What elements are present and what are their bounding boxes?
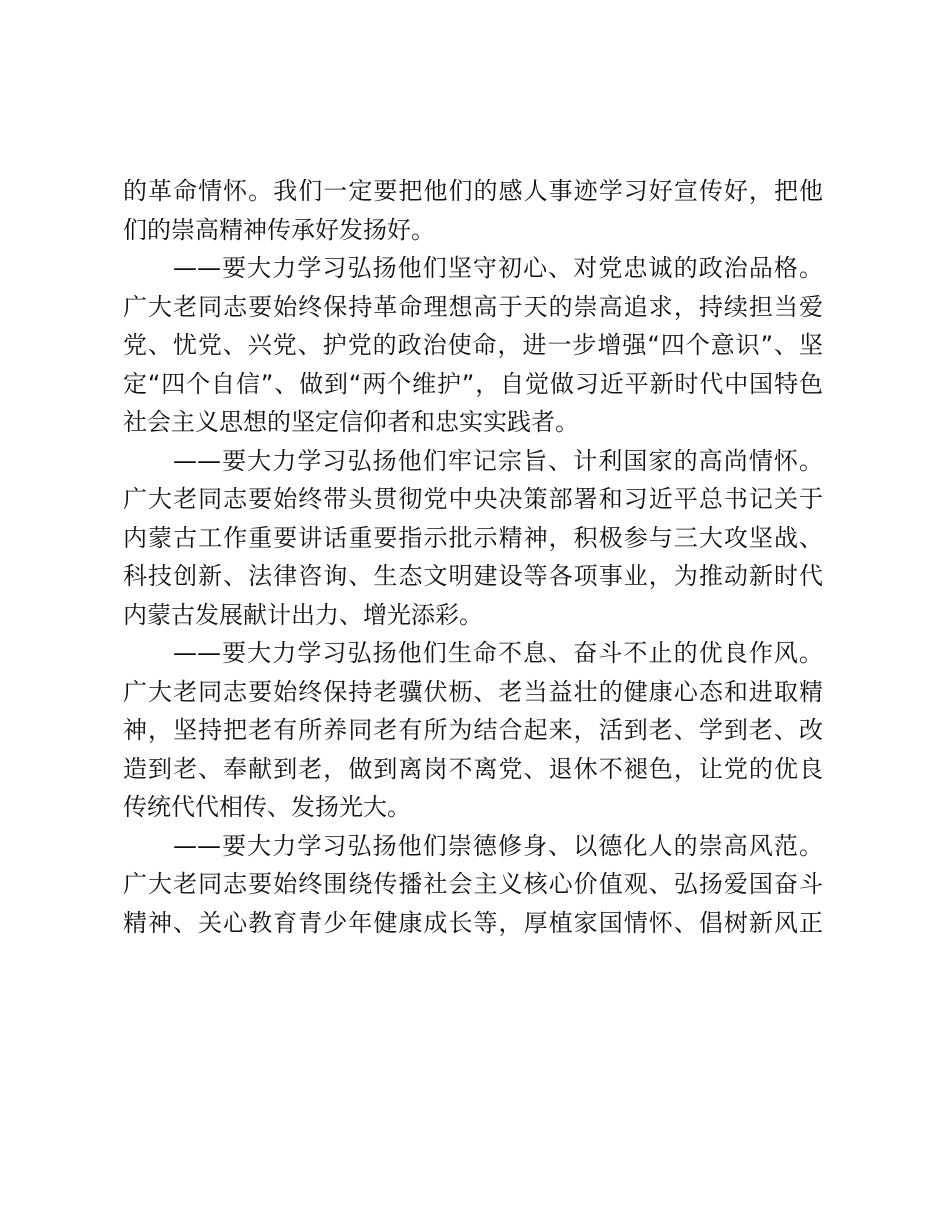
text-line: 广大老同志要始终保持老骥伏枥、老当益壮的健康心态和进取精: [123, 677, 823, 706]
text-line: 造到老、奉献到老，做到离岗不离党、退休不褪色，让党的优良: [123, 754, 823, 783]
text-line: 传统代代相传、发扬光大。: [123, 793, 411, 821]
paragraph-heading-line: ——要大力学习弘扬他们坚守初心、对党忠诚的政治品格。: [173, 254, 823, 282]
text-line: 广大老同志要始终围绕传播社会主义核心价值观、弘扬爱国奋斗: [123, 870, 823, 898]
text-line: 神，坚持把老有所养同老有所为结合起来，活到老、学到老、改: [123, 716, 823, 744]
text-line: 内蒙古发展献计出力、增光添彩。: [123, 600, 483, 629]
paragraph-heading-line: ——要大力学习弘扬他们崇德修身、以德化人的崇高风范。: [173, 831, 823, 860]
text-line: 广大老同志要始终带头贯彻党中央决策部署和习近平总书记关于: [123, 485, 823, 513]
document-body: [123, 172, 823, 942]
paragraph-heading-line: ——要大力学习弘扬他们生命不息、奋斗不止的优良作风。: [173, 639, 823, 667]
text-line: 党、忧党、兴党、护党的政治使命，进一步增强“四个意识”、坚: [123, 331, 823, 359]
text-line: 社会主义思想的坚定信仰者和忠实实践者。: [123, 408, 579, 436]
text-line: 定“四个自信”、做到“两个维护”，自觉做习近平新时代中国特色: [123, 369, 823, 398]
text-line: 内蒙古工作重要讲话重要指示批示精神，积极参与三大攻坚战、: [123, 523, 823, 552]
text-line: 精神、关心教育青少年健康成长等，厚植家国情怀、倡树新风正: [123, 908, 823, 937]
paragraph-heading-line: ——要大力学习弘扬他们牢记宗旨、计利国家的高尚情怀。: [173, 446, 823, 475]
text-line: 广大老同志要始终保持革命理想高于天的崇高追求，持续担当爱: [123, 292, 823, 321]
text-line: 科技创新、法律咨询、生态文明建设等各项事业，为推动新时代: [123, 562, 823, 590]
text-line: 们的崇高精神传承好发扬好。: [123, 215, 435, 244]
text-line: 的革命情怀。我们一定要把他们的感人事迹学习好宣传好，把他: [123, 177, 823, 205]
